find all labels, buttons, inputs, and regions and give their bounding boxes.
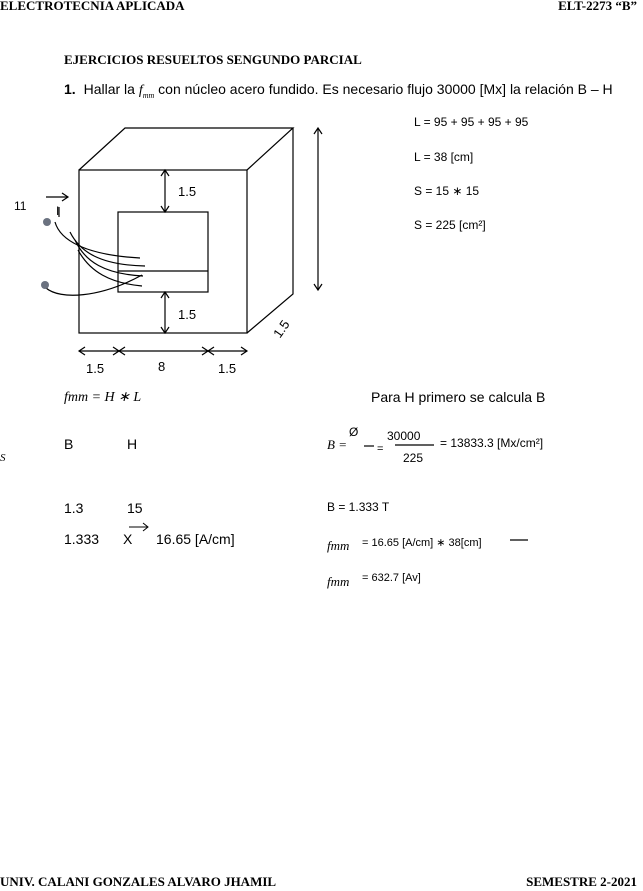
b-calc-eq-mid: = xyxy=(377,443,384,455)
section-title: EJERCICIOS RESUELTOS SENGUNDO PARCIAL xyxy=(64,52,362,67)
bh-row2-b: 1.333 xyxy=(64,531,100,547)
para-h-note: Para H primero se calcula B xyxy=(371,389,546,405)
length-value: L = 38 [cm] xyxy=(414,150,474,164)
header-course-title: ELECTROTECNIA APLICADA xyxy=(0,0,185,13)
b-value: B = 1.333 T xyxy=(327,500,390,514)
header-course-code: ELT-2273 “B” xyxy=(558,0,637,13)
fmm-symbol: $f_{mm}$ xyxy=(138,83,155,100)
fmm-formula: fmm = H ∗ L xyxy=(64,390,142,405)
section-value: S = 225 [cm²] xyxy=(414,218,486,232)
length-sum: L = 95 + 95 + 95 + 95 xyxy=(414,115,529,129)
bh-row2-h: 16.65 [A/cm] xyxy=(156,531,235,547)
footer-semester: SEMESTRE 2-2021 xyxy=(526,874,637,889)
problem-text-a: Hallar la xyxy=(83,81,135,97)
problem-number: 1. xyxy=(64,81,76,97)
phi-symbol: Ø xyxy=(349,425,359,439)
margin-s: S xyxy=(0,452,6,464)
bottom-gap-label: 1.5 xyxy=(178,307,197,322)
b-calc-denominator: 225 xyxy=(403,451,424,465)
dim-left-label: 1.5 xyxy=(86,361,105,376)
footer-author: UNIV. CALANI GONZALES ALVARO JHAMIL xyxy=(0,874,277,889)
bh-row1-h: 15 xyxy=(127,500,143,516)
dim-right-label: 1.5 xyxy=(218,361,237,376)
fmm2-symbol: fmm xyxy=(327,574,350,589)
dim-mid-label: 8 xyxy=(158,359,166,374)
fmm1-symbol: fmm xyxy=(327,538,350,553)
b-calc-lhs: B = xyxy=(327,437,347,452)
b-calc-result: = 13833.3 [Mx/cm²] xyxy=(440,436,544,450)
current-label: I xyxy=(56,204,60,218)
bh-col-h: H xyxy=(127,436,138,452)
problem-text-b: con núcleo acero fundido. Es necesario flujo 30000 [Mx] la relación B – H xyxy=(158,81,613,97)
b-calc-numerator: 30000 xyxy=(387,429,421,443)
fmm2-rhs: = 632.7 [Av] xyxy=(362,572,421,584)
depth-label: 1.5 xyxy=(270,317,293,341)
fmm1-rhs: = 16.65 [A/cm] ∗ 38[cm] xyxy=(362,537,482,549)
bh-row2-x: X xyxy=(123,531,133,547)
top-gap-label: 1.5 xyxy=(178,184,197,199)
section-product: S = 15 ∗ 15 xyxy=(414,184,480,198)
coil-turns-label: 11 xyxy=(14,199,27,213)
bh-col-b: B xyxy=(64,436,74,452)
bh-row1-b: 1.3 xyxy=(64,500,84,516)
